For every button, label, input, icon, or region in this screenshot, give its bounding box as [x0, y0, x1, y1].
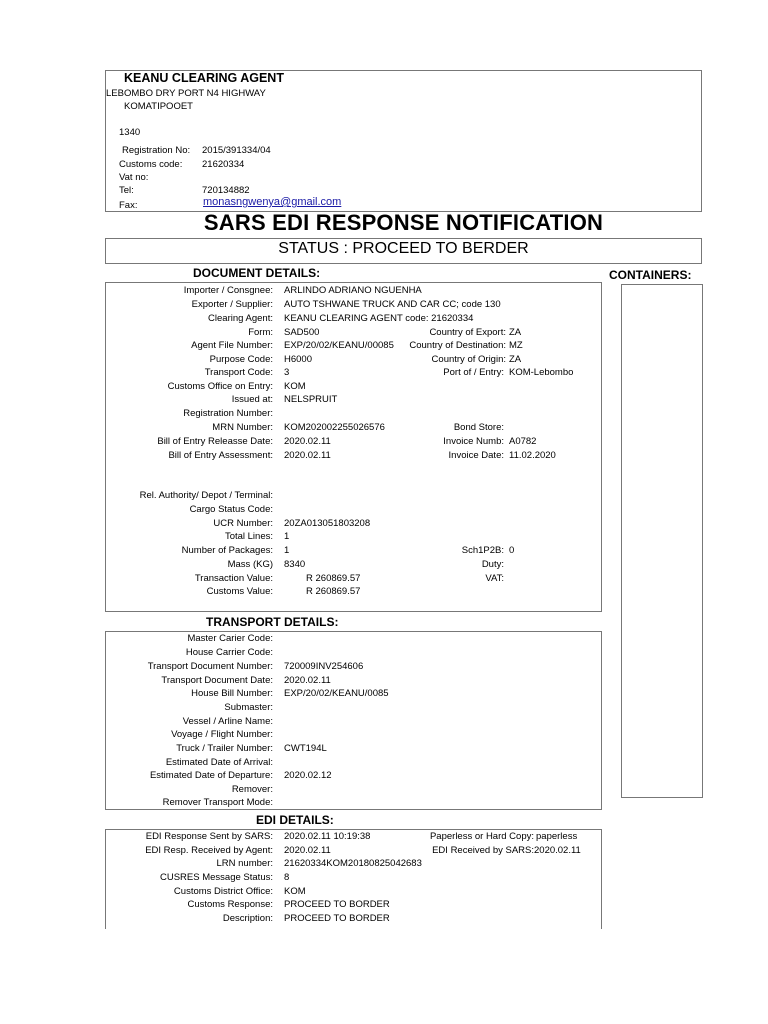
paperless-value: paperless [536, 831, 578, 842]
purpose-code-label: Purpose Code: [209, 354, 273, 365]
edi-received-by-sars-value: 2020.02.11 [534, 845, 581, 856]
agent-tel-label: Tel: [119, 185, 134, 196]
assessment-date-label: Bill of Entry Assessment: [168, 450, 273, 461]
assessment-date-value: 2020.02.11 [284, 450, 331, 461]
agent-customs-code-label: Customs code: [119, 159, 183, 170]
customs-office-label: Customs Office on Entry: [167, 381, 273, 392]
transaction-value-label: Transaction Value: [194, 573, 273, 584]
transport-doc-number-label: Transport Document Number: [147, 661, 273, 672]
transaction-value-value: R 260869.57 [306, 573, 361, 584]
clearing-agent-label: Clearing Agent: [208, 313, 273, 324]
sch1p2b-value: 0 [509, 545, 515, 556]
truck-number-value: CWT194L [284, 743, 327, 754]
cusres-status-label: CUSRES Message Status: [160, 872, 273, 883]
importer-value: ARLINDO ADRIANO NGUENHA [284, 285, 422, 296]
invoice-date-value: 11.02.2020 [509, 450, 556, 461]
agent-file-number-label: Agent File Number: [191, 340, 273, 351]
customs-response-label: Customs Response: [187, 899, 273, 910]
agent-file-number-value: EXP/20/02/KEANU/00085 [284, 340, 394, 351]
release-date-label: Bill of Entry Releasse Date: [157, 436, 273, 447]
cusres-status-value: 8 [284, 872, 290, 883]
country-of-origin-value: ZA [509, 354, 522, 365]
edi-details-heading: EDI DETAILS: [256, 813, 334, 827]
issued-at-value: NELSPRUIT [284, 394, 338, 405]
status-text: STATUS : PROCEED TO BERDER [278, 240, 529, 257]
clearing-agent-value: KEANU CLEARING AGENT code: 21620334 [284, 313, 474, 324]
vat-label: VAT: [485, 573, 504, 584]
mrn-number-label: MRN Number: [212, 422, 273, 433]
total-lines-value: 1 [284, 531, 290, 542]
exporter-value: AUTO TSHWANE TRUCK AND CAR CC; code 130 [284, 299, 501, 310]
truck-number-label: Truck / Trailer Number: [176, 743, 273, 754]
form-value: SAD500 [284, 327, 320, 338]
customs-office-value: KOM [284, 381, 306, 392]
page-title: SARS EDI RESPONSE NOTIFICATION [203, 210, 604, 235]
number-of-packages-label: Number of Packages: [181, 545, 273, 556]
edi-received-by-sars-label: EDI Received by SARS: [432, 845, 534, 856]
exporter-label: Exporter / Supplier: [191, 299, 273, 310]
mass-label: Mass (KG) [227, 559, 273, 570]
document-details-heading: DOCUMENT DETAILS: [193, 266, 321, 280]
issued-at-label: Issued at: [231, 394, 273, 405]
transport-doc-date-value: 2020.02.11 [284, 675, 331, 686]
description-value: PROCEED TO BORDER [284, 913, 390, 924]
transport-doc-number-value: 720009INV254606 [284, 661, 364, 672]
agent-postal-code: 1340 [119, 127, 141, 138]
customs-value-value: R 260869.57 [306, 586, 361, 597]
agent-tel-value: 720134882 [202, 185, 250, 196]
lrn-number-label: LRN number: [216, 858, 273, 869]
transport-code-value: 3 [284, 367, 290, 378]
agent-address-1: LEBOMBO DRY PORT N4 HIGHWAY [106, 88, 266, 99]
departure-date-value: 2020.02.12 [284, 770, 332, 781]
registration-number-label: Registration Number: [183, 408, 273, 419]
paperless-label: Paperless or Hard Copy: [429, 831, 534, 842]
edi-received-by-agent-label: EDI Resp. Received by Agent: [145, 845, 273, 856]
country-of-origin-label: Country of Origin: [431, 354, 506, 365]
agent-customs-code-value: 21620334 [202, 159, 245, 170]
invoice-date-label: Invoice Date: [448, 450, 504, 461]
containers-box [621, 284, 703, 798]
edi-received-by-agent-value: 2020.02.11 [284, 845, 331, 856]
invoice-number-label: Invoice Numb: [443, 436, 504, 447]
master-carrier-label: Master Carier Code: [187, 633, 273, 644]
departure-date-label: Estimated Date of Departure: [149, 770, 273, 781]
customs-district-value: KOM [284, 886, 306, 897]
edi-sent-by-sars-label: EDI Response Sent by SARS: [145, 831, 273, 842]
country-of-destination-value: MZ [509, 340, 523, 351]
submaster-label: Submaster: [224, 702, 273, 713]
customs-value-label: Customs Value: [206, 586, 273, 597]
house-bill-value: EXP/20/02/KEANU/0085 [284, 688, 389, 699]
agent-registration-value: 2015/391334/04 [202, 145, 271, 156]
house-bill-label: House Bill Number: [191, 688, 273, 699]
transport-doc-date-label: Transport Document Date: [161, 675, 273, 686]
containers-heading: CONTAINERS: [609, 268, 692, 282]
vessel-name-label: Vessel / Arline Name: [182, 716, 273, 727]
agent-address-2: KOMATIPOOET [124, 101, 193, 112]
bond-store-label: Bond Store: [453, 422, 504, 433]
mrn-number-value: KOM202002255026576 [284, 422, 385, 433]
lrn-number-value: 21620334KOM20180825042683 [284, 858, 422, 869]
ucr-number-label: UCR Number: [213, 518, 273, 529]
country-of-export-value: ZA [509, 327, 522, 338]
description-label: Description: [222, 913, 273, 924]
house-carrier-label: House Carrier Code: [185, 647, 273, 658]
transport-details-box [105, 631, 602, 810]
invoice-number-value: A0782 [509, 436, 537, 447]
rel-authority-label: Rel. Authority/ Depot / Terminal: [139, 490, 273, 501]
total-lines-label: Total Lines: [224, 531, 273, 542]
port-of-entry-label: Port of / Entry: [443, 367, 504, 378]
agent-email-link[interactable]: monasngwenya@gmail.com [203, 196, 342, 208]
duty-label: Duty: [481, 559, 504, 570]
sch1p2b-label: Sch1P2B: [461, 545, 504, 556]
arrival-date-label: Estimated Date of Arrival: [165, 757, 273, 768]
country-of-destination-label: Country of Destination: [409, 340, 506, 351]
edi-sent-by-sars-value: 2020.02.11 10:19:38 [284, 831, 371, 842]
importer-label: Importer / Consgnee: [183, 285, 273, 296]
agent-fax-label: Fax: [119, 200, 138, 211]
purpose-code-value: H6000 [284, 354, 312, 365]
country-of-export-label: Country of Export: [429, 327, 506, 338]
transport-code-label: Transport Code: [204, 367, 273, 378]
release-date-value: 2020.02.11 [284, 436, 331, 447]
edi-right-clip [427, 829, 535, 859]
agent-name: KEANU CLEARING AGENT [124, 71, 284, 85]
customs-response-value: PROCEED TO BORDER [284, 899, 390, 910]
agent-vat-label: Vat no: [119, 172, 149, 183]
remover-mode-label: Remover Transport Mode: [162, 797, 273, 808]
cargo-status-label: Cargo Status Code: [189, 504, 273, 515]
agent-registration-label: Registration No: [122, 145, 191, 156]
port-of-entry-value: KOM-Lebombo [509, 367, 574, 378]
number-of-packages-value: 1 [284, 545, 290, 556]
mass-value: 8340 [284, 559, 306, 570]
ucr-number-value: 20ZA013051803208 [284, 518, 371, 529]
voyage-number-label: Voyage / Flight Number: [171, 729, 273, 740]
remover-label: Remover: [231, 784, 273, 795]
form-label: Form: [248, 327, 273, 338]
transport-details-heading: TRANSPORT DETAILS: [206, 615, 339, 629]
customs-district-label: Customs District Office: [173, 886, 273, 897]
